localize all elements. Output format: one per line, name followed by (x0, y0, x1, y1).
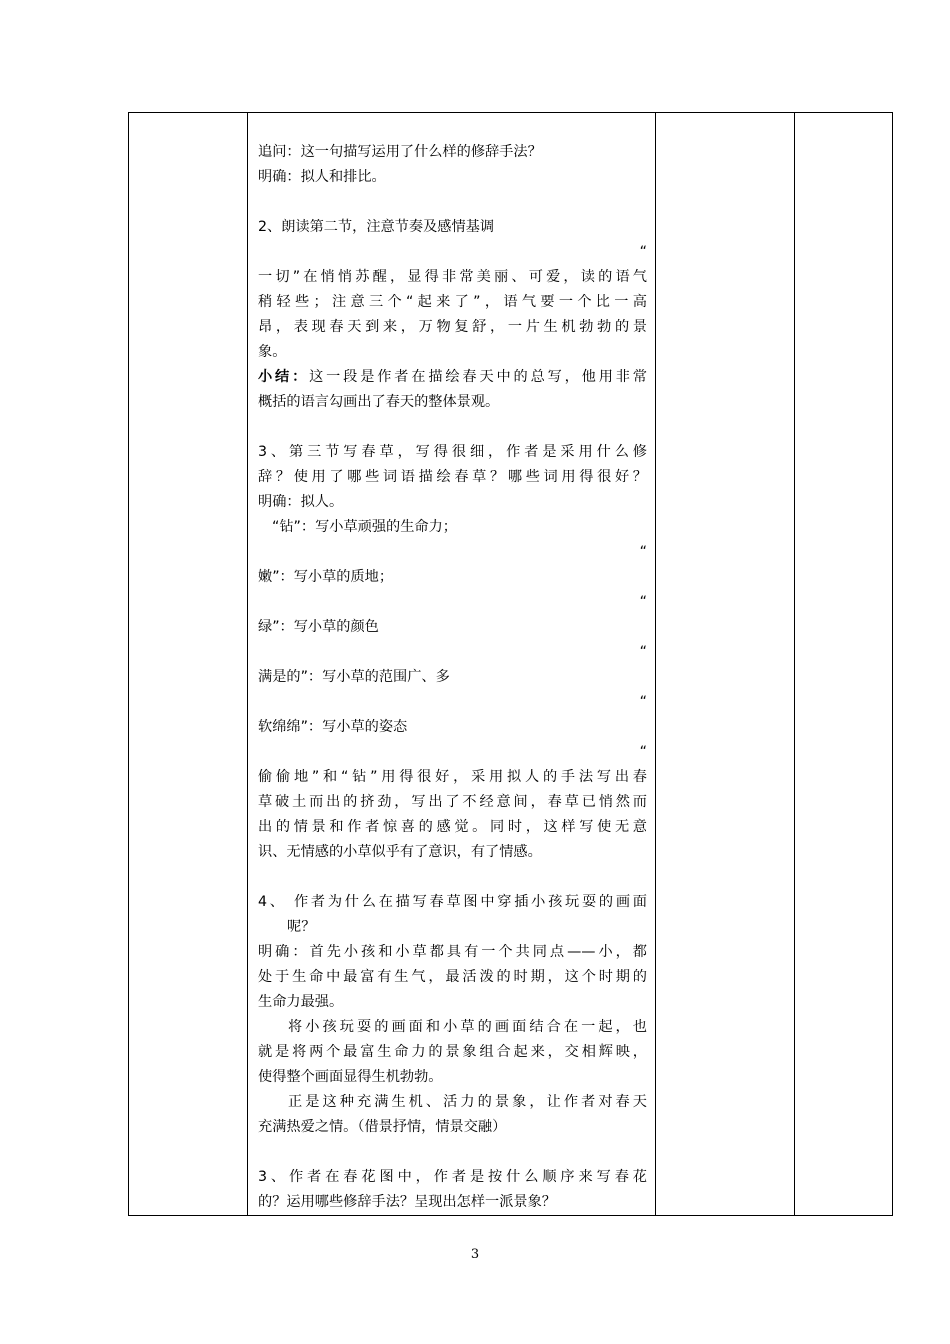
quote-mark: “ (639, 594, 647, 610)
text-line: 明确：拟人和排比。 (258, 169, 386, 185)
text-line: 稍轻些；注意三个“起来了”，语气要一个比一高 (258, 294, 647, 310)
quote-mark: “ (639, 644, 647, 660)
lesson-plan-table (128, 112, 893, 1216)
text-line: 嫩”：写小草的质地； (258, 569, 394, 585)
quote-mark: “ (639, 694, 647, 710)
text-line: 生命力最强。 (258, 994, 344, 1010)
text-line: 绿”：写小草的颜色 (258, 619, 379, 635)
quote-mark: “ (639, 544, 647, 560)
text-line: 出的情景和作者惊喜的感觉。同时，这样写使无意 (258, 819, 647, 835)
text-line: 将小孩玩耍的画面和小草的画面结合在一起，也 (288, 1019, 647, 1035)
text-line: 呢？ (287, 919, 316, 935)
section-heading: 3、作者在春花图中，作者是按什么顺序来写春花 (258, 1169, 647, 1185)
table-row (129, 113, 893, 1216)
text-line: 处于生命中最富有生气，最活泼的时期，这个时期的 (258, 969, 647, 985)
teaching-content (248, 113, 655, 1215)
text-line: 明确：拟人。 (258, 494, 344, 510)
section-heading: 4、 作者为什么在描写春草图中穿插小孩玩耍的画面 (258, 894, 647, 910)
text-line: 昂，表现春天到来，万物复舒，一片生机勃勃的景 (258, 319, 647, 335)
text-line: 就是将两个最富生命力的景象组合起来，交相辉映， (258, 1044, 647, 1060)
table-cell-empty (795, 113, 893, 1216)
quote-mark: “ (639, 744, 647, 760)
text-line: 一切”在悄悄苏醒，显得非常美丽、可爱，读的语气 (258, 269, 647, 285)
table-cell-left (129, 113, 248, 1216)
summary-text: 这一段是作者在描绘春天中的总写，他用非常 (309, 369, 647, 385)
text-line: 的？运用哪些修辞手法？呈现出怎样一派景象？ (258, 1194, 556, 1210)
text-line: 充满热爱之情。（借景抒情，情景交融） (258, 1119, 507, 1135)
text-line: 识、无情感的小草似乎有了意识，有了情感。 (258, 844, 542, 860)
text-line: 正是这种充满生机、活力的景象，让作者对春天 (288, 1094, 647, 1110)
text-line: 辞？使用了哪些词语描绘春草？哪些词用得很好？ (258, 469, 647, 485)
quote-mark: “ (639, 244, 647, 260)
text-line: 明确：首先小孩和小草都具有一个共同点——小，都 (258, 944, 647, 960)
text-line: 概括的语言勾画出了春天的整体景观。 (258, 394, 500, 410)
page-number: 3 (470, 1247, 480, 1262)
summary-label: 小结： (258, 369, 310, 385)
text-line: 象。 (258, 344, 287, 360)
text-line: 软绵绵”：写小草的姿态 (258, 719, 408, 735)
text-line: “钻”：写小草顽强的生命力； (272, 519, 457, 535)
text-line: 追问：这一句描写运用了什么样的修辞手法？ (258, 144, 542, 160)
text-line: 偷偷地”和“钻”用得很好，采用拟人的手法写出春 (258, 769, 647, 785)
section-heading: 2、朗读第二节，注意节奏及感情基调 (258, 219, 495, 235)
table-cell-content (248, 113, 656, 1216)
section-heading: 3、第三节写春草，写得很细，作者是采用什么修 (258, 444, 647, 460)
text-line: 满是的”：写小草的范围广、多 (258, 669, 450, 685)
table-cell-empty (656, 113, 795, 1216)
text-line: 草破土而出的挤劲，写出了不经意间，春草已悄然而 (258, 794, 647, 810)
text-line: 使得整个画面显得生机勃勃。 (258, 1069, 443, 1085)
summary-line (258, 365, 647, 390)
